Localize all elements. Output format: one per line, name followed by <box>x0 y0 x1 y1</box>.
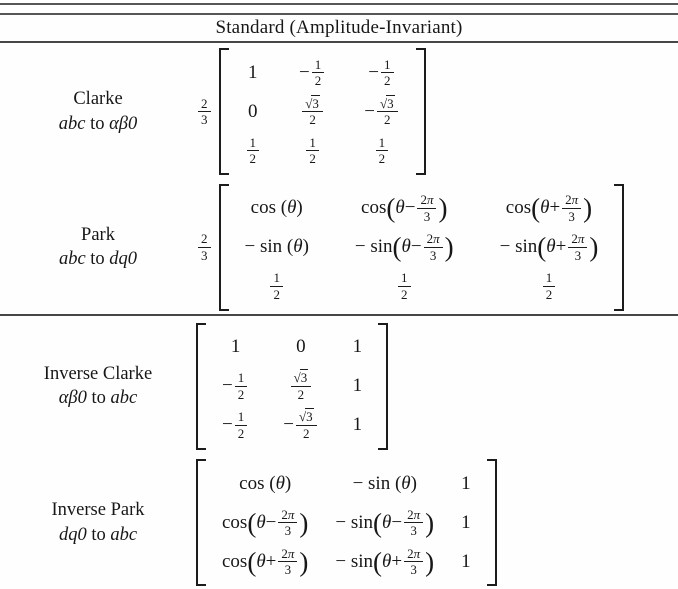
transform-domains <box>0 386 196 410</box>
matrix-cell: − sin ( θ + $\frac{2\pi}{3}$ ) <box>335 545 435 577</box>
matrix-cell: − $\frac{1}{2}$ <box>222 367 249 406</box>
matrix-cell: $\frac{√3}{2}$ <box>300 92 325 131</box>
matrix-cell: cos ( θ + $\frac{2\pi}{3}$ ) <box>222 545 309 577</box>
top-double-rule <box>0 3 678 15</box>
domain-to: αβ0 <box>109 113 138 134</box>
domain-from: abc <box>58 113 86 134</box>
matrix-cell: 1 <box>461 550 471 572</box>
table-row-inverse-park <box>0 456 678 589</box>
matrix-right-bracket <box>416 48 426 175</box>
matrix-left-bracket <box>219 48 229 175</box>
transform-name: Inverse Clarke <box>43 363 153 384</box>
table-row-clarke <box>0 43 678 180</box>
matrix-cell: 0 <box>296 336 306 357</box>
matrix-cell: $\frac{√3}{2}$ <box>289 367 314 406</box>
matrix-grid <box>206 323 378 450</box>
domain-from: αβ0 <box>58 388 87 408</box>
transform-domains <box>0 247 196 271</box>
matrix-cell: cos ( θ + $\frac{2\pi}{3}$ ) <box>505 192 593 224</box>
matrix-cell: 1 <box>248 61 258 83</box>
matrix-cell: − sin ( θ ) <box>352 472 417 494</box>
matrix-cell: $\frac{1}{2}$ <box>304 131 321 170</box>
matrix-cell: 1 <box>461 511 471 533</box>
domain-to: abc <box>110 388 138 408</box>
table-header <box>0 15 678 41</box>
matrix-cell: cos ( θ ) <box>239 472 292 494</box>
matrix-block <box>196 323 388 450</box>
transform-domains <box>0 523 196 547</box>
matrix-cell: − sin ( θ − $\frac{2\pi}{3}$ ) <box>354 231 454 263</box>
matrix-cell: − sin ( θ + $\frac{2\pi}{3}$ ) <box>499 231 599 263</box>
row-label <box>0 87 196 135</box>
matrix-cell: $\frac{1}{2}$ <box>245 131 262 170</box>
matrix-cell: 1 <box>230 336 241 357</box>
matrix-prefix: $\frac{2}{3}$ <box>196 96 213 128</box>
matrix-cell: cos ( θ − $\frac{2\pi}{3}$ ) <box>361 192 448 224</box>
matrix-cell: − sin ( θ ) <box>244 236 309 257</box>
matrix-cell: − $\frac{√3}{2}$ <box>283 406 318 445</box>
matrix-block <box>196 48 426 175</box>
matrix-right-bracket <box>378 323 388 450</box>
matrix-cell: − sin ( θ − $\frac{2\pi}{3}$ ) <box>335 506 435 538</box>
matrix-cell: 1 <box>352 414 363 435</box>
table-row-inverse-clarke <box>0 316 678 456</box>
matrix-cell: − $\frac{1}{2}$ <box>368 53 395 92</box>
matrix-cell: $\frac{1}{2}$ <box>374 131 391 170</box>
matrix-block <box>196 184 624 311</box>
matrix-cell: − $\frac{1}{2}$ <box>222 406 249 445</box>
domain-connector: to <box>91 524 106 545</box>
matrix-cell: $\frac{1}{2}$ <box>541 267 558 306</box>
transform-domains <box>0 112 196 136</box>
matrix-right-bracket <box>487 459 497 586</box>
matrix-grid <box>229 184 615 311</box>
matrix-grid <box>206 459 487 586</box>
transform-name: Park <box>81 224 115 245</box>
table-row-park <box>0 180 678 314</box>
domain-connector: to <box>90 249 105 269</box>
matrix-cell: $\frac{1}{2}$ <box>396 267 413 306</box>
row-label <box>0 498 196 546</box>
row-label <box>0 362 196 410</box>
matrix-grid <box>229 48 416 175</box>
matrix-prefix: $\frac{2}{3}$ <box>196 231 213 263</box>
matrix-cell: 1 <box>352 375 363 396</box>
row-label <box>0 223 196 271</box>
matrix-cell: 1 <box>461 472 471 494</box>
matrix-left-bracket <box>196 459 206 586</box>
domain-from: dq0 <box>58 524 87 545</box>
matrix-right-bracket <box>614 184 624 311</box>
matrix-left-bracket <box>196 323 206 450</box>
domain-connector: to <box>91 388 106 408</box>
matrix-cell: cos ( θ ) <box>250 197 303 218</box>
matrix-cell: − $\frac{√3}{2}$ <box>364 92 399 131</box>
table-header-title: Standard (Amplitude-Invariant) <box>215 17 463 38</box>
matrix-cell: $\frac{1}{2}$ <box>268 267 285 306</box>
transform-name: Clarke <box>73 89 123 110</box>
matrix-cell: 1 <box>352 336 363 357</box>
matrix-cell: 0 <box>248 100 258 122</box>
domain-to: dq0 <box>109 249 138 269</box>
matrix-cell: cos ( θ − $\frac{2\pi}{3}$ ) <box>222 506 309 538</box>
domain-from: abc <box>58 249 86 269</box>
matrix-block <box>196 459 497 586</box>
transform-name: Inverse Park <box>51 500 145 521</box>
domain-to: abc <box>110 524 138 545</box>
domain-connector: to <box>90 113 105 134</box>
matrix-left-bracket <box>219 184 229 311</box>
matrix-cell: − $\frac{1}{2}$ <box>299 53 326 92</box>
